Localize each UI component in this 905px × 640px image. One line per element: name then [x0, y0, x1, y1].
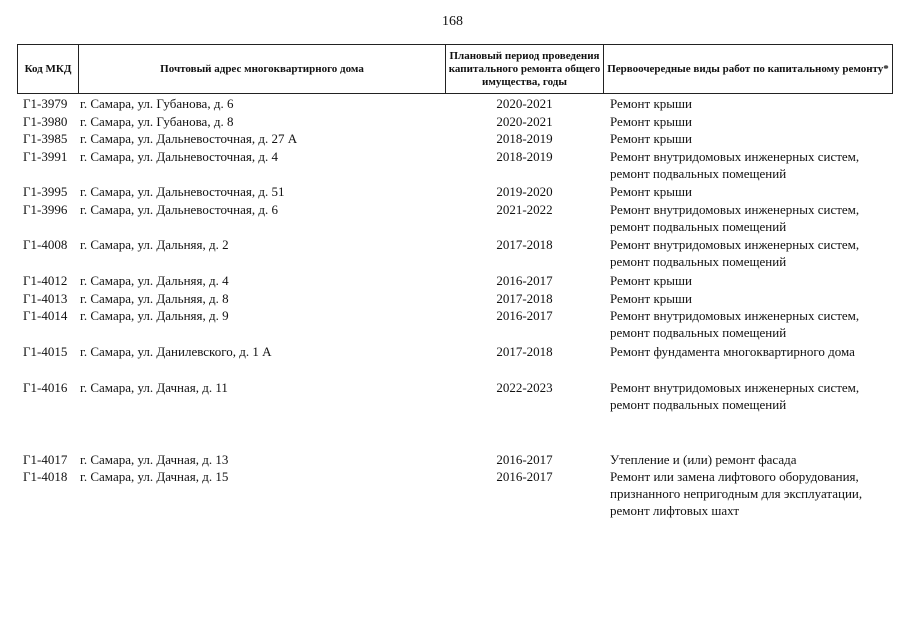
row-works-line: Ремонт внутридомовых инженерных систем, — [610, 202, 860, 217]
row-code: Г1-4012 — [23, 273, 68, 288]
row-works-line: Ремонт крыши — [610, 131, 692, 146]
row-works — [610, 379, 859, 413]
row-code: Г1-4014 — [23, 308, 68, 323]
row-works-line: Утепление и (или) ремонт фасада — [610, 452, 797, 467]
row-works — [610, 236, 859, 270]
row-works — [610, 201, 859, 235]
row-address: г. Самара, ул. Дачная, д. 11 — [80, 380, 228, 395]
row-works-line: ремонт подвальных помещений — [610, 397, 787, 412]
row-period: 2020-2021 — [496, 114, 553, 129]
row-works — [610, 451, 796, 468]
row-works-line: Ремонт крыши — [610, 184, 692, 199]
row-works-line: Ремонт крыши — [610, 291, 692, 306]
row-period: 2019-2020 — [496, 184, 553, 199]
row-code: Г1-4008 — [23, 237, 68, 252]
row-works — [610, 290, 692, 307]
row-code: Г1-3991 — [23, 149, 68, 164]
row-address: г. Самара, ул. Дальневосточная, д. 6 — [80, 202, 278, 217]
row-code: Г1-3980 — [23, 114, 68, 129]
row-works-line: ремонт подвальных помещений — [610, 325, 787, 340]
row-works — [610, 183, 692, 200]
row-period: 2018-2019 — [496, 149, 553, 164]
row-works — [610, 343, 855, 360]
row-period: 2017-2018 — [496, 237, 553, 252]
row-works — [610, 307, 859, 341]
row-code: Г1-3985 — [23, 131, 68, 146]
row-address: г. Самара, ул. Губанова, д. 6 — [80, 96, 234, 111]
row-code: Г1-3995 — [23, 184, 68, 199]
header-address: Почтовый адрес многоквартирного дома — [78, 44, 446, 94]
row-address: г. Самара, ул. Дальняя, д. 4 — [80, 273, 229, 288]
row-code: Г1-3979 — [23, 96, 68, 111]
row-works — [610, 468, 862, 519]
row-works-line: признанного непригодным для эксплуатации, — [610, 486, 863, 501]
row-period: 2022-2023 — [496, 380, 553, 395]
row-period: 2018-2019 — [496, 131, 553, 146]
row-works-line: Ремонт фундамента многоквартирного дома — [610, 344, 855, 359]
row-address: г. Самара, ул. Губанова, д. 8 — [80, 114, 234, 129]
row-period: 2016-2017 — [496, 308, 553, 323]
row-works-line: Ремонт крыши — [610, 273, 692, 288]
header-code: Код МКД — [17, 44, 79, 94]
row-address: г. Самара, ул. Дальневосточная, д. 4 — [80, 149, 278, 164]
row-works-line: ремонт лифтовых шахт — [610, 503, 740, 518]
row-address: г. Самара, ул. Дальняя, д. 8 — [80, 291, 229, 306]
header-period: Плановый период проведения капитального ремонта общего имущества, годы — [445, 44, 604, 94]
row-period: 2021-2022 — [496, 202, 553, 217]
row-code: Г1-3996 — [23, 202, 68, 217]
row-works-line: Ремонт внутридомовых инженерных систем, — [610, 237, 860, 252]
row-address: г. Самара, ул. Дальняя, д. 2 — [80, 237, 229, 252]
row-works — [610, 95, 692, 112]
row-works-line: Ремонт крыши — [610, 96, 692, 111]
row-works-line: Ремонт крыши — [610, 114, 692, 129]
row-period: 2016-2017 — [496, 273, 553, 288]
row-works — [610, 130, 692, 147]
row-works-line: ремонт подвальных помещений — [610, 166, 787, 181]
row-address: г. Самара, ул. Дачная, д. 15 — [80, 469, 229, 484]
row-works-line: Ремонт внутридомовых инженерных систем, — [610, 308, 860, 323]
row-address: г. Самара, ул. Дальняя, д. 9 — [80, 308, 229, 323]
row-address: г. Самара, ул. Дальневосточная, д. 51 — [80, 184, 285, 199]
row-code: Г1-4013 — [23, 291, 68, 306]
row-period: 2016-2017 — [496, 452, 553, 467]
row-works-line: Ремонт или замена лифтового оборудования, — [610, 469, 859, 484]
row-works-line: ремонт подвальных помещений — [610, 219, 787, 234]
row-address: г. Самара, ул. Дачная, д. 13 — [80, 452, 229, 467]
row-period: 2017-2018 — [496, 291, 553, 306]
row-code: Г1-4017 — [23, 452, 68, 467]
row-address: г. Самара, ул. Данилевского, д. 1 А — [80, 344, 272, 359]
row-code: Г1-4018 — [23, 469, 68, 484]
row-code: Г1-4015 — [23, 344, 68, 359]
row-code: Г1-4016 — [23, 380, 68, 395]
row-address: г. Самара, ул. Дальневосточная, д. 27 А — [80, 131, 298, 146]
row-period: 2017-2018 — [496, 344, 553, 359]
row-works-line: Ремонт внутридомовых инженерных систем, — [610, 149, 860, 164]
row-works-line: ремонт подвальных помещений — [610, 254, 787, 269]
header-works: Первоочередные виды работ по капитальному ремонту* — [603, 44, 893, 94]
page-number: 168 — [442, 14, 463, 29]
row-works — [610, 272, 692, 289]
row-works — [610, 148, 859, 182]
row-works-line: Ремонт внутридомовых инженерных систем, — [610, 380, 860, 395]
row-period: 2020-2021 — [496, 96, 553, 111]
row-period: 2016-2017 — [496, 469, 553, 484]
row-works — [610, 113, 692, 130]
